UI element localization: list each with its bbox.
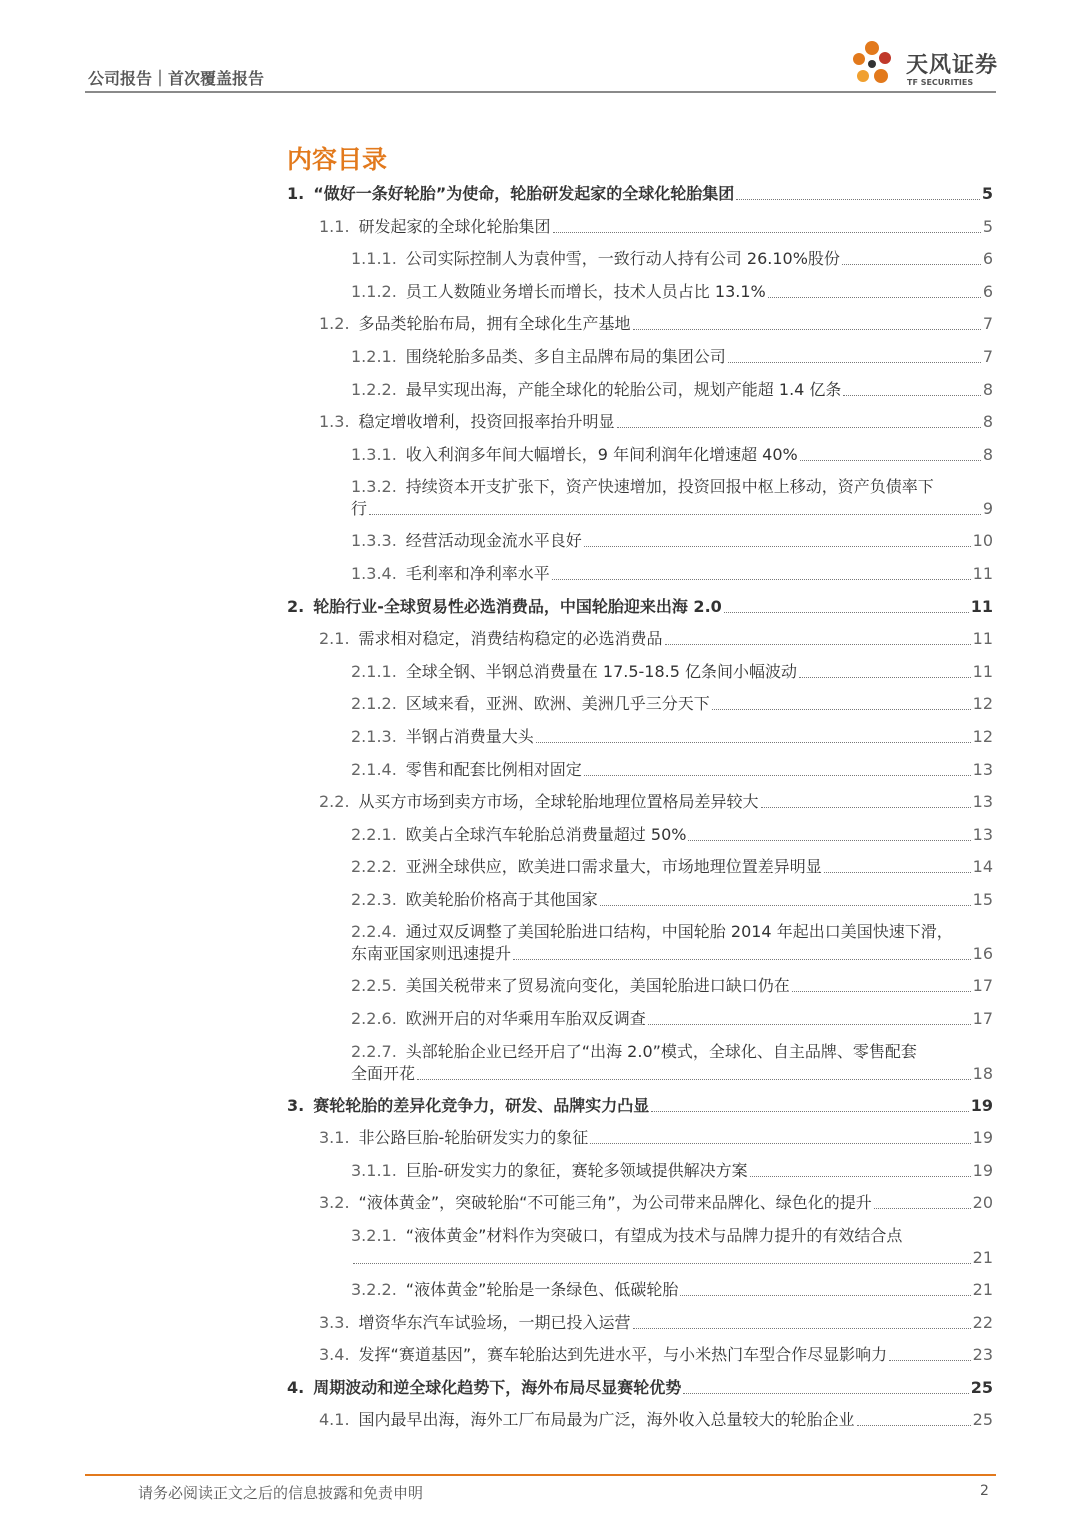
toc-entry[interactable] (287, 1220, 993, 1274)
toc-entry-page: 19 (972, 1128, 993, 1148)
toc-entry-page: 25 (972, 1410, 993, 1430)
toc-entry[interactable] (287, 1122, 993, 1155)
toc-entry-title: 员工人数随业务增长而增长，技术人员占比 13.1% (405, 281, 766, 301)
toc-dot-leader (712, 709, 971, 710)
toc-entry-number: 3.1.1. (351, 1160, 397, 1180)
toc-entry[interactable] (287, 406, 993, 439)
toc-entry-title: 欧洲开启的对华乘用车胎双反调查 (405, 1009, 646, 1029)
toc-entry-page: 8 (982, 444, 993, 464)
toc-dot-leader (417, 1079, 971, 1080)
toc-entry-number: 2.2.5. (351, 976, 397, 996)
toc-entry-page: 6 (982, 281, 993, 301)
toc-entry-page: 14 (972, 857, 993, 877)
toc-entry-page: 20 (972, 1193, 993, 1213)
toc-entry-page: 11 (972, 563, 993, 583)
toc-entry-title: “液体黄金”，突破轮胎“不可能三角”，为公司带来品牌化、绿色化的提升 (358, 1193, 872, 1213)
toc-dot-leader (761, 807, 971, 808)
toc-entry[interactable] (287, 786, 993, 819)
toc-entry-number: 1. (287, 184, 305, 203)
toc-entry-title: 轮胎行业-全球贸易性必选消费品，中国轮胎迎来出海 2.0 (313, 596, 722, 616)
toc-dot-leader (584, 546, 971, 547)
toc-entry[interactable] (287, 851, 993, 884)
toc-entry[interactable] (287, 243, 993, 276)
toc-entry[interactable] (287, 374, 993, 407)
toc-dot-leader (584, 775, 971, 776)
toc-entry-title: 周期波动和逆全球化趋势下，海外布局尽显赛轮优势 (313, 1377, 682, 1397)
logo-flower-icon (850, 38, 904, 92)
toc-entry-number: 2. (287, 596, 305, 616)
toc-entry-number: 2.1.4. (351, 759, 397, 779)
toc-dot-leader (680, 1295, 970, 1296)
toc-entry-title: 从买方市场到卖方市场，全球轮胎地理位置格局差异较大 (358, 792, 759, 812)
toc-entry-number: 3.2. (319, 1193, 350, 1213)
toc-dot-leader (843, 395, 980, 396)
toc-entry-title: 国内最早出海，海外工厂布局最为广泛，海外收入总量较大的轮胎企业 (358, 1410, 855, 1430)
toc-entry-title: 最早实现出海，产能全球化的轮胎公司，规划产能超 1.4 亿条 (405, 379, 842, 399)
toc-entry-page: 19 (972, 1160, 993, 1180)
toc-entry-page: 22 (972, 1312, 993, 1332)
toc-entry-title: 头部轮胎企业已经开启了“出海 2.0”模式，全球化、自主品牌、零售配套 (405, 1041, 917, 1061)
toc-entry[interactable] (287, 525, 993, 558)
toc-dot-leader (724, 612, 969, 613)
toc-dot-leader (800, 460, 981, 461)
toc-entry-number: 2.1. (319, 629, 350, 649)
toc-entry-page: 17 (972, 1009, 993, 1029)
toc-entry-page: 12 (972, 726, 993, 746)
toc-entry[interactable] (287, 656, 993, 689)
toc-entry[interactable] (287, 884, 993, 917)
toc-entry-page: 11 (972, 661, 993, 681)
toc-entry-title: 赛轮轮胎的差异化竞争力，研发、品牌实力凸显 (313, 1095, 650, 1115)
toc-dot-leader (688, 840, 970, 841)
toc-entry-title: 毛利率和净利率水平 (405, 563, 550, 583)
toc-entry-number: 2.2.1. (351, 824, 397, 844)
toc-entry-title: 通过双反调整了美国轮胎进口结构，中国轮胎 2014 年起出口美国快速下滑， (405, 922, 953, 942)
toc-dot-leader (874, 1208, 971, 1209)
toc-entry-title: 需求相对稳定，消费结构稳定的必选消费品 (358, 629, 663, 649)
toc-entry-title: 区域来看，亚洲、欧洲、美洲几乎三分天下 (405, 694, 710, 714)
toc-entry-page: 11 (970, 596, 993, 616)
toc-entry-page: 5 (982, 216, 993, 236)
toc-dot-leader (648, 1024, 971, 1025)
toc-entry-page: 18 (972, 1063, 993, 1083)
toc-entry-title-continued: 全面开花 (351, 1063, 416, 1083)
toc-entry[interactable] (287, 276, 993, 309)
toc-entry-number: 1.1.1. (351, 249, 397, 269)
toc-dot-leader (590, 1143, 970, 1144)
toc-entry[interactable] (287, 591, 993, 624)
toc-entry[interactable] (287, 688, 993, 721)
toc-dot-leader (889, 1360, 971, 1361)
toc-entry[interactable] (287, 211, 993, 244)
toc-entry-page: 19 (970, 1095, 993, 1115)
toc-entry-title: 零售和配套比例相对固定 (405, 759, 582, 779)
toc-entry-page: 8 (982, 379, 993, 399)
toc-entry-number: 3. (287, 1095, 305, 1115)
toc-entry-number: 3.3. (319, 1312, 350, 1332)
toc-entry[interactable] (287, 1090, 993, 1123)
logo-name-en: TF SECURITIES (907, 78, 974, 87)
toc-entry-title: 围绕轮胎多品类、多自主品牌布局的集团公司 (405, 346, 726, 366)
toc-entry-number: 3.4. (319, 1345, 350, 1365)
toc-entry-page: 12 (972, 694, 993, 714)
toc-title: 内容目录 (287, 145, 388, 174)
toc-entry[interactable] (287, 558, 993, 591)
toc-entry-title: 研发起家的全球化轮胎集团 (358, 216, 551, 236)
toc-entry-number: 1.2.1. (351, 346, 397, 366)
toc-dot-leader (369, 514, 981, 515)
toc-entry-number: 2.2. (319, 792, 350, 812)
toc-entry[interactable] (287, 308, 993, 341)
toc-dot-leader (750, 1176, 971, 1177)
toc-dot-leader (651, 1111, 969, 1112)
toc-entry-title: 欧美轮胎价格高于其他国家 (405, 889, 598, 909)
toc-entry[interactable] (287, 471, 993, 525)
toc-dot-leader (633, 329, 981, 330)
toc-entry-page: 13 (972, 792, 993, 812)
toc-entry-title: 持续资本开支扩张下，资产快速增加，投资回报中枢上移动，资产负债率下 (405, 477, 934, 497)
toc-entry-page: 7 (982, 314, 993, 334)
toc-entry-page: 13 (972, 759, 993, 779)
toc-entry-number: 3.2.2. (351, 1280, 397, 1300)
toc-entry-number: 2.1.1. (351, 661, 397, 681)
footer-page-number: 2 (980, 1483, 989, 1499)
toc-dot-leader (799, 677, 971, 678)
toc-entry-number: 2.1.2. (351, 694, 397, 714)
toc-entry-title: 稳定增收增利，投资回报率抬升明显 (358, 412, 615, 432)
toc-entry[interactable] (287, 916, 993, 970)
table-of-contents (287, 178, 993, 1437)
toc-dot-leader (553, 232, 981, 233)
toc-entry-page: 21 (972, 1248, 993, 1268)
toc-dot-leader (617, 427, 981, 428)
toc-entry-page: 25 (970, 1377, 993, 1397)
toc-entry[interactable] (287, 970, 993, 1003)
toc-entry-number: 2.2.6. (351, 1009, 397, 1029)
toc-entry[interactable] (287, 1187, 993, 1220)
toc-entry[interactable] (287, 1003, 993, 1036)
toc-entry-title: 巨胎-研发实力的象征，赛轮多领域提供解决方案 (405, 1160, 748, 1180)
toc-entry-number: 2.2.3. (351, 889, 397, 909)
toc-dot-leader (552, 579, 971, 580)
toc-entry-title: 亚洲全球供应，欧美进口需求量大，市场地理位置差异明显 (405, 857, 822, 877)
toc-entry-page: 8 (982, 412, 993, 432)
toc-entry[interactable] (287, 1036, 993, 1090)
toc-entry-number: 2.1.3. (351, 726, 397, 746)
toc-entry-page: 9 (982, 499, 993, 519)
toc-entry-number: 1.1. (319, 216, 350, 236)
toc-entry-title: 收入利润多年间大幅增长，9 年间利润年化增速超 40% (405, 444, 798, 464)
toc-entry-page: 10 (972, 531, 993, 551)
toc-entry-page: 21 (972, 1280, 993, 1300)
toc-entry-title: “做好一条好轮胎”为使命，轮胎研发起家的全球化轮胎集团 (313, 184, 735, 203)
toc-entry-number: 1.3.3. (351, 531, 397, 551)
toc-entry-title-continued: 东南亚国家则迅速提升 (351, 944, 512, 964)
toc-entry-title: 公司实际控制人为袁仲雪，一致行动人持有公司 26.10%股份 (405, 249, 840, 269)
toc-entry[interactable] (287, 721, 993, 754)
toc-entry-page: 17 (972, 976, 993, 996)
toc-entry[interactable] (287, 1404, 993, 1437)
toc-entry-number: 3.2.1. (351, 1226, 397, 1246)
toc-entry-number: 1.3.4. (351, 563, 397, 583)
toc-entry-page: 6 (982, 249, 993, 269)
toc-entry-page: 15 (972, 889, 993, 909)
toc-dot-leader (728, 362, 981, 363)
toc-entry-number: 2.2.7. (351, 1041, 397, 1061)
toc-entry-number: 1.3. (319, 412, 350, 432)
report-type-label: 公司报告｜首次覆盖报告 (88, 69, 265, 88)
toc-entry-number: 4.1. (319, 1410, 350, 1430)
toc-entry-number: 3.1. (319, 1128, 350, 1148)
toc-entry[interactable] (287, 341, 993, 374)
toc-dot-leader (842, 264, 981, 265)
toc-entry-title: “液体黄金”材料作为突破口，有望成为技术与品牌力提升的有效结合点 (405, 1226, 903, 1246)
toc-dot-leader (768, 297, 981, 298)
toc-dot-leader (633, 1328, 971, 1329)
toc-entry-number: 1.3.2. (351, 477, 397, 497)
toc-entry[interactable] (287, 1339, 993, 1372)
footer-divider (85, 1474, 996, 1476)
toc-entry-title: 发挥“赛道基因”，赛车轮胎达到先进水平，与小米热门车型合作尽显影响力 (358, 1345, 888, 1365)
toc-dot-leader (824, 872, 971, 873)
toc-entry[interactable] (287, 754, 993, 787)
toc-dot-leader (600, 905, 971, 906)
toc-entry-number: 4. (287, 1377, 305, 1397)
toc-entry-title: 半钢占消费量大头 (405, 726, 534, 746)
toc-entry-number: 2.2.4. (351, 922, 397, 942)
logo-name-cn: 天风证券 (906, 53, 999, 78)
toc-dot-leader (665, 644, 971, 645)
toc-entry[interactable] (287, 819, 993, 852)
toc-entry[interactable] (287, 1274, 993, 1307)
toc-entry-title: 增资华东汽车试验场，一期已投入运营 (358, 1312, 631, 1332)
toc-entry-title: “液体黄金”轮胎是一条绿色、低碳轮胎 (405, 1280, 679, 1300)
toc-dot-leader (353, 1263, 971, 1264)
toc-entry-title: 美国关税带来了贸易流向变化，美国轮胎进口缺口仍在 (405, 976, 790, 996)
toc-dot-leader (736, 199, 980, 200)
toc-entry-title: 全球全钢、半钢总消费量在 17.5-18.5 亿条间小幅波动 (405, 661, 797, 681)
toc-entry-number: 1.2. (319, 314, 350, 334)
toc-entry-title: 经营活动现金流水平良好 (405, 531, 582, 551)
toc-entry-number: 1.2.2. (351, 379, 397, 399)
toc-entry[interactable] (287, 623, 993, 656)
toc-entry-page: 16 (972, 944, 993, 964)
company-logo (850, 38, 1000, 92)
toc-entry-page: 13 (972, 824, 993, 844)
toc-entry-page: 5 (981, 184, 993, 203)
toc-entry[interactable] (287, 1307, 993, 1340)
toc-entry-page: 23 (972, 1345, 993, 1365)
toc-entry-number: 1.3.1. (351, 444, 397, 464)
toc-entry-page: 11 (972, 629, 993, 649)
toc-entry[interactable] (287, 439, 993, 472)
toc-entry-page: 7 (982, 346, 993, 366)
toc-dot-leader (857, 1425, 971, 1426)
toc-dot-leader (683, 1393, 969, 1394)
toc-entry-number: 2.2.2. (351, 857, 397, 877)
toc-entry[interactable] (287, 178, 993, 211)
toc-entry-title: 欧美占全球汽车轮胎总消费量超过 50% (405, 824, 687, 844)
toc-entry-title: 非公路巨胎-轮胎研发实力的象征 (358, 1128, 589, 1148)
toc-entry-number: 1.1.2. (351, 281, 397, 301)
toc-entry[interactable] (287, 1155, 993, 1188)
footer-disclaimer: 请务必阅读正文之后的信息披露和免责申明 (138, 1484, 424, 1502)
toc-dot-leader (536, 742, 971, 743)
toc-entry-title: 多品类轮胎布局，拥有全球化生产基地 (358, 314, 631, 334)
toc-dot-leader (513, 959, 971, 960)
toc-entry-title-continued: 行 (351, 499, 368, 519)
toc-entry[interactable] (287, 1372, 993, 1405)
toc-dot-leader (792, 991, 971, 992)
